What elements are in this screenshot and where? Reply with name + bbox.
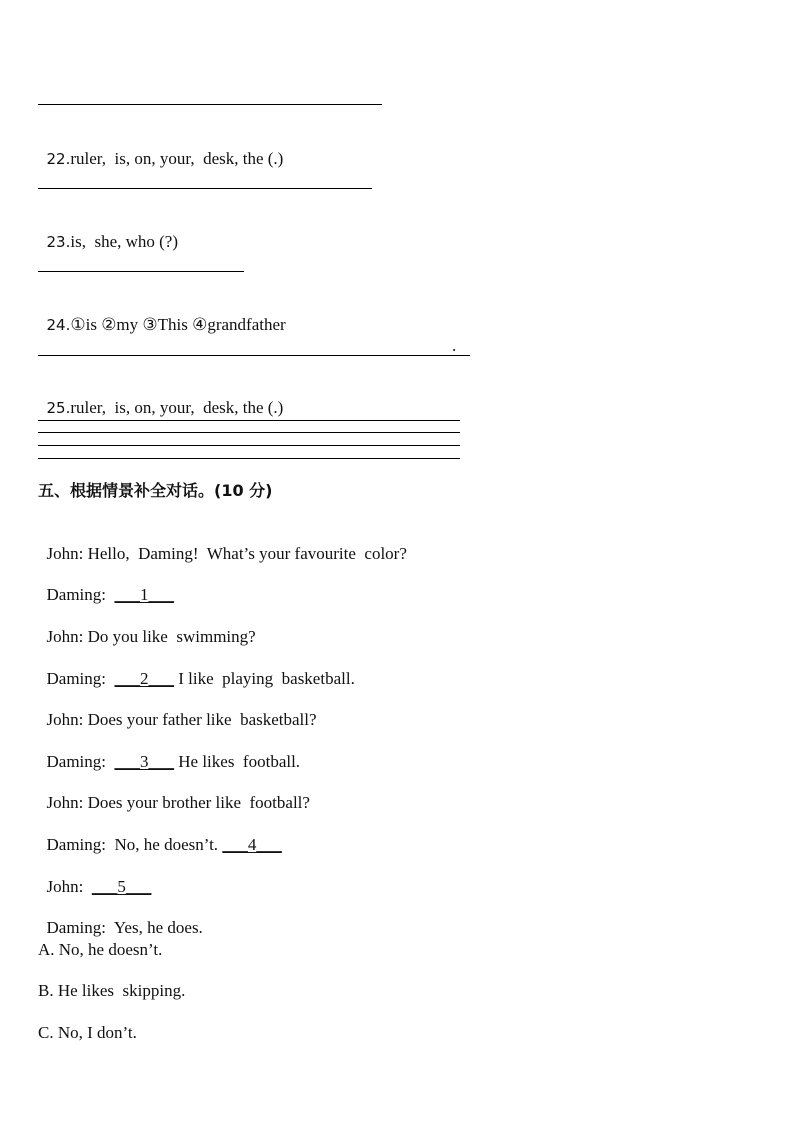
dialogue-line: John: ___5___	[46, 877, 152, 896]
question-22	[38, 129, 283, 169]
answer-line-22[interactable]	[38, 188, 372, 189]
dialogue-line: Daming: ___3___ He likes football.	[46, 752, 301, 771]
blank-1[interactable]: ___1___	[114, 585, 174, 604]
end-punctuation: .	[452, 336, 457, 355]
question-25	[38, 378, 283, 418]
answer-line-25b[interactable]	[38, 432, 460, 433]
blank-2[interactable]: ___2___	[114, 669, 174, 688]
question-text: ruler, is, on, your, desk, the (.)	[70, 398, 284, 417]
option-a: A. No, he doesn’t.	[38, 940, 163, 959]
question-text: ruler, is, on, your, desk, the (.)	[70, 149, 284, 168]
answer-line-25d[interactable]	[38, 458, 460, 459]
dialogue-line: John: Does your father like basketball?	[46, 710, 317, 729]
question-text: ①is ②my ③This ④grandfather	[70, 315, 286, 334]
question-number: 23.	[46, 233, 71, 251]
section-heading: 五、根据情景补全对话。(10 分)	[38, 481, 273, 500]
blank-3[interactable]: ___3___	[114, 752, 174, 771]
answer-line-25a[interactable]	[38, 420, 460, 421]
question-number: 25.	[46, 399, 71, 417]
answer-line-24[interactable]	[38, 355, 470, 356]
question-23	[38, 212, 178, 252]
answer-line-23[interactable]	[38, 271, 244, 272]
dialogue-line: John: Does your brother like football?	[46, 793, 310, 812]
question-number: 24.	[46, 316, 71, 334]
question-number: 22.	[46, 150, 71, 168]
question-text: is, she, who (?)	[70, 232, 179, 251]
question-24	[38, 295, 286, 335]
dialogue-line: John: Hello, Daming! What’s your favourite color?	[46, 544, 407, 563]
dialogue-line: Daming: No, he doesn’t. ___4___	[46, 835, 282, 854]
option-b: B. He likes skipping.	[38, 981, 186, 1000]
dialogue-line: John: Do you like swimming?	[46, 627, 256, 646]
blank-4[interactable]: ___4___	[222, 835, 282, 854]
blank-5[interactable]: ___5___	[91, 877, 152, 896]
answer-line-25c[interactable]	[38, 445, 460, 446]
answer-line[interactable]	[38, 104, 382, 105]
option-c: C. No, I don’t.	[38, 1023, 137, 1042]
dialogue-line: Daming: ___1___	[46, 585, 174, 604]
dialogue-line: Daming: Yes, he does.	[46, 918, 203, 937]
dialogue-line: Daming: ___2___ I like playing basketball.	[46, 669, 355, 688]
